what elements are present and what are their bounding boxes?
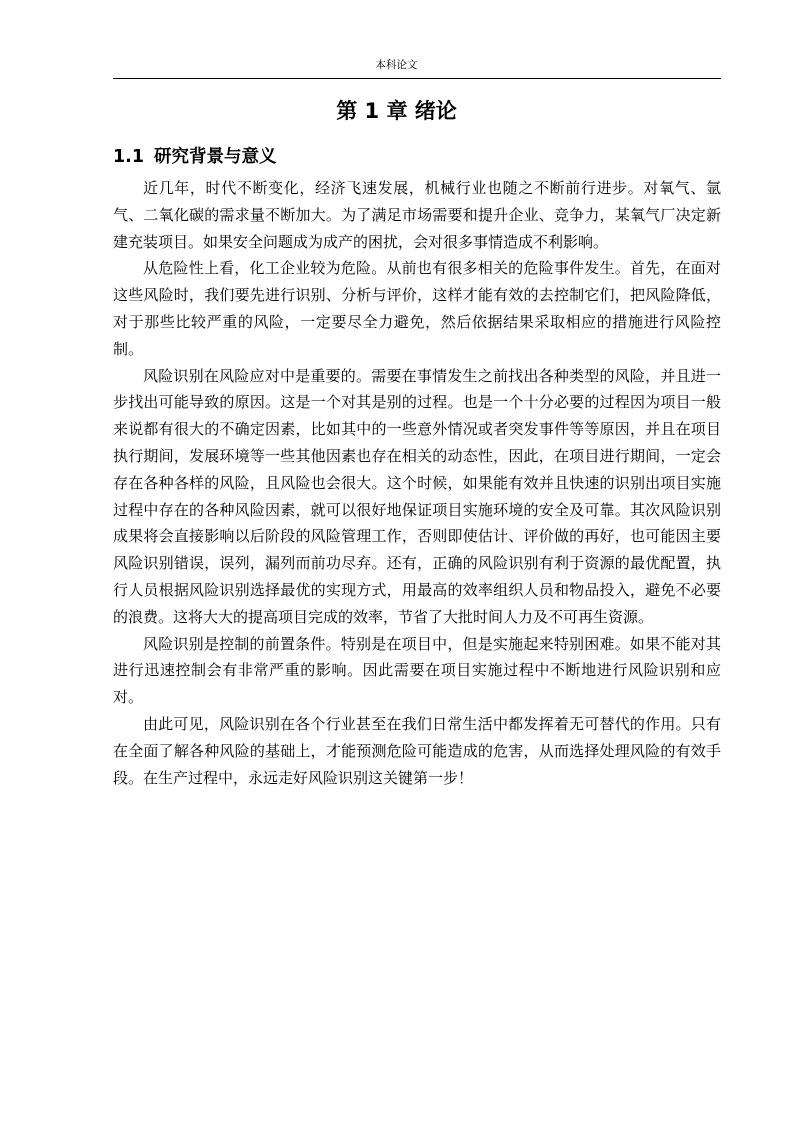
header-divider	[113, 78, 721, 79]
paragraph: 风险识别是控制的前置条件。特别是在项目中，但是实施起来特别困难。如果不能对其进行迅速控制会有非常严重的影响。因此需要在项目实施过程中不断地进行风险识别和应对。	[113, 634, 721, 707]
section-number: 1.1	[113, 147, 145, 167]
section-title-text: 研究背景与意义	[154, 147, 277, 167]
paragraph: 风险识别在风险应对中是重要的。需要在事情发生之前找出各种类型的风险，并且进一步找出可能导致的原因。这是一个对其是别的过程。也是一个十分必要的过程因为项目一般来说都有很大的不确定因素，比如其中的一些意外情况或者突发事件等等原因，并且在项目执行期间，发展环境等一些其他因素也存在相关的动态性，因此，在项目进行期间，一定会存在各种各样的风险，且风险也会很大。这个时候，如果能有效并且快速的识别出项目实施过程中存在的各种风险因素，就可以很好地保证项目实施环境的安全及可靠。其次风险识别成果将会直接影响以后阶段的风险管理工作，否则即使估计、评价做的再好，也可能因主要风险识别错误，误列，漏列而前功尽弃。还有，正确的风险识别有利于资源的最优配置，执行人员根据风险识别选择最优的实现方式，用最高的效率组织人员和物品投入，避免不必要的浪费。这将大大的提高项目完成的效率，节省了大批时间人力及不可再生资源。	[113, 366, 721, 626]
running-header: 本科论文	[375, 59, 418, 71]
paragraph: 从危险性上看，化工企业较为危险。从前也有很多相关的危险事件发生。首先，在面对这些风险时，我们要先进行识别、分析与评价，这样才能有效的去控制它们，把风险降低，对于那些比较严重的风险，一定要尽全力避免，然后依据结果采取相应的措施进行风险控制。	[113, 259, 721, 358]
section-heading	[113, 144, 277, 170]
body-text	[113, 175, 721, 791]
paragraph: 由此可见，风险识别在各个行业甚至在我们日常生活中都发挥着无可替代的作用。只有在全面了解各种风险的基础上，才能预测危险可能造成的危害，从而选择处理风险的有效手段。在生产过程中，永远走好风险识别这关键第一步！	[113, 714, 721, 787]
chapter-title: 第 1 章 绪论	[336, 99, 457, 123]
paragraph: 近几年，时代不断变化，经济飞速发展，机械行业也随之不断前行进步。对氧气、氩气、二氧化碳的需求量不断加大。为了满足市场需要和提升企业、竞争力，某氧气厂决定新建充装项目。如果安全问题成为成产的困扰，会对很多事情造成不利影响。	[113, 179, 721, 251]
